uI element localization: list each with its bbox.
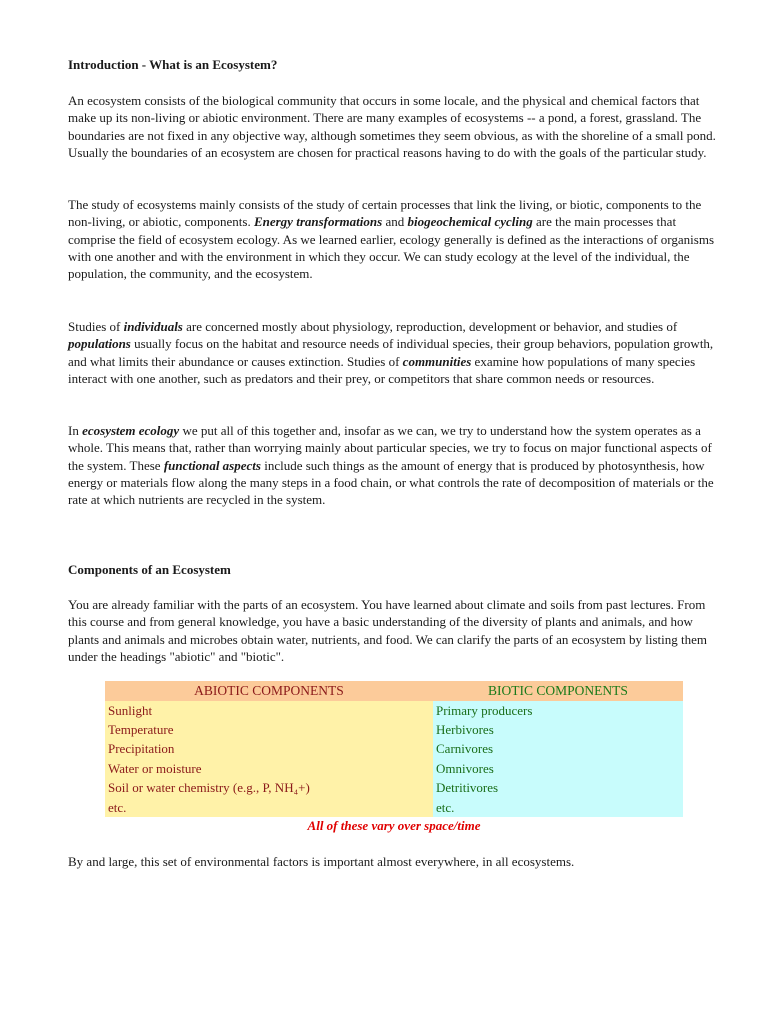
biotic-cell: Omnivores — [433, 759, 683, 778]
text-run: are concerned mostly about physiology, reproduction, development or behavior, and studies of — [182, 319, 678, 334]
text-run: are the main processes that comprise the field of ecosystem ecology. As we learned earlier, ecology generally is defined as the interactions of organisms with one another and with the environment in which they occur. We can study ecology at the level of the individual, the population, the community, and the ecosystem. — [68, 214, 715, 282]
table-note: All of these vary over space/time — [307, 818, 481, 833]
text-run: The study of ecosystems mainly consists of the study of certain processes that link the living, or biotic, components to the non-living, or abiotic, components. — [68, 197, 702, 230]
table-row — [105, 798, 683, 817]
biotic-header: BIOTIC COMPONENTS — [433, 681, 683, 701]
table-row — [105, 701, 683, 720]
biotic-cell: Primary producers — [433, 701, 683, 720]
table-row — [105, 740, 683, 759]
text-run: and — [382, 214, 408, 230]
abiotic-cell: Soil or water chemistry (e.g., P, NH₄+) — [105, 779, 433, 798]
components-heading: Components of an Ecosystem — [68, 562, 231, 577]
abiotic-cell: Temperature — [105, 720, 433, 739]
text-run: examine how populations of many species interact with one another, such as predators and their prey, or competitors that share common needs or resources. — [68, 353, 696, 386]
abiotic-cell: Sunlight — [105, 701, 433, 720]
components-paragraph: You are already familiar with the parts of an ecosystem. You have learned about climate and soils from past lectures. From this course and from general knowledge, you have a basic understanding of the diversity of plants and animals, and how plants and animals and microbes obtain water, nutrients, and food. We can clarify the parts of an ecosystem by listing them under the headings "abiotic" and "biotic". — [68, 597, 707, 664]
emphasis-functional-aspects: functional aspects — [163, 457, 261, 473]
abiotic-cell: etc. — [105, 798, 433, 817]
biotic-cell: Detritivores — [433, 779, 683, 798]
table-row — [105, 779, 683, 798]
emphasis-ecosystem-ecology: ecosystem ecology — [82, 423, 180, 438]
text-run: Studies of — [68, 319, 124, 334]
text-run: In — [68, 423, 83, 438]
intro-paragraph-4 — [68, 422, 718, 508]
abiotic-cell: Precipitation — [105, 740, 433, 759]
emphasis-individuals: individuals — [123, 319, 183, 334]
abiotic-header: ABIOTIC COMPONENTS — [105, 681, 433, 701]
abiotic-cell: Water or moisture — [105, 759, 433, 778]
intro-paragraph-1: An ecosystem consists of the biological community that occurs in some locale, and the physical and chemical factors that make up its non-living or abiotic environment. There are many examples of ecosystems -- a pond, a forest, grassland. The boundaries are not fixed in any objective way, although sometimes they seem obvious, as with the shoreline of a small pond. Usually the boundaries of an ecosystem are chosen for practical reasons having to do with the goals of the particular study. — [68, 93, 716, 160]
biotic-cell: etc. — [433, 798, 683, 817]
table-row — [105, 759, 683, 778]
intro-heading: Introduction - What is an Ecosystem? — [68, 57, 278, 72]
text-run: usually focus on the habitat and resource needs of individual species, their group behaviors, population growth, and what limits their abundance or causes extinction. Studies of — [68, 336, 714, 369]
emphasis-populations: populations — [68, 336, 131, 352]
biotic-cell: Carnivores — [433, 740, 683, 759]
closing-paragraph: By and large, this set of environmental factors is important almost everywhere, in all ecosystems. — [68, 854, 575, 869]
table-row — [105, 720, 683, 739]
emphasis-communities: communities — [402, 353, 472, 369]
text-run: include such things as the amount of energy that is produced by photosynthesis, how energy or materials flow along the many steps in a food chain, or what controls the rate of decomposition of materials or the rate at which nutrients are recycled in the system. — [68, 457, 714, 508]
emphasis-biogeochemical-cycling: biogeochemical cycling — [407, 214, 533, 230]
intro-paragraph-3 — [68, 318, 718, 387]
components-table — [105, 681, 683, 817]
table-header-row — [105, 681, 683, 701]
emphasis-energy-transformations: Energy transformations — [253, 214, 383, 230]
text-run: we put all of this together and, insofar as we can, we try to understand how the system operates as a whole. This means that, rather than worrying mainly about particular species, we try to focus on major functional aspects of the system. These — [68, 423, 712, 473]
intro-paragraph-2 — [68, 196, 718, 282]
biotic-cell: Herbivores — [433, 720, 683, 739]
